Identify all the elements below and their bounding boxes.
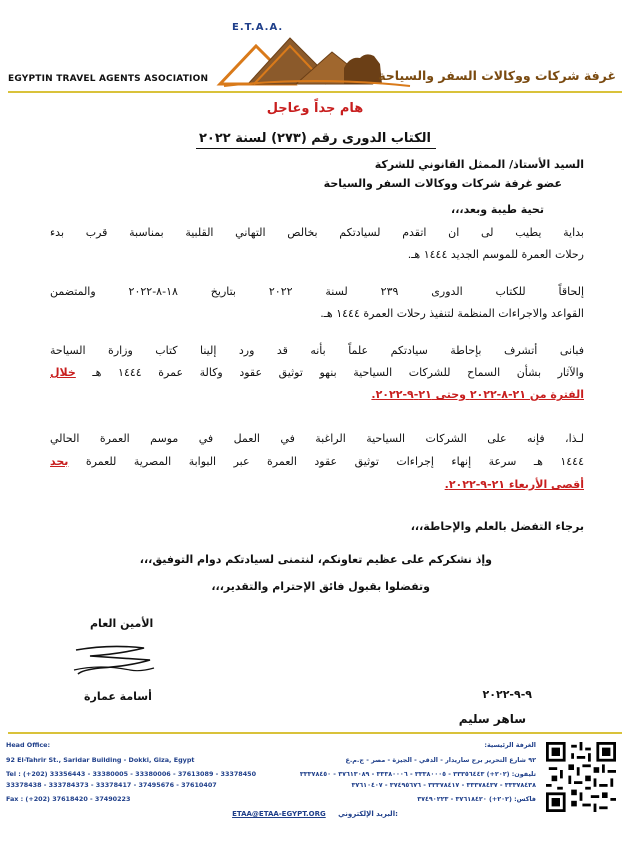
paragraph-3-line-2-text: والآثار بشأن السماح للشركات السياحية بنهو توثيق عقود وكالة عمرة ١٤٤٤ هـ — [92, 366, 584, 379]
header-divider — [8, 91, 622, 93]
signature-title: الأمين العام — [90, 617, 154, 630]
paragraph-1-line-2: رحلات العمرة للموسم الجديد ١٤٤٤ هـ. — [407, 248, 584, 261]
email-address[interactable]: ETAA@ETAA-EGYPT.ORG — [232, 810, 326, 818]
fax-english: Fax : (+202) 37618420 - 37490223 — [6, 795, 131, 803]
paragraph-3-highlight-within: خلال — [50, 366, 76, 379]
letter-date: ٩-٩-٢٠٢٢ — [482, 688, 532, 701]
handwritten-signature-icon — [70, 640, 160, 682]
telephone-english-2: 33378438 - 333784373 - 33378417 - 37495676 - 37610407 — [6, 781, 217, 789]
paragraph-3-line-1: فبانى أتشرف بإحاطة سيادتكم علماً بأنه قد ورد إلينا كتاب وزارة السياحة — [50, 344, 584, 357]
paragraph-4-deadline-highlight: أقصى الأربعاء ٢١-٩-٢٠٢٢. — [444, 478, 584, 491]
paragraph-1-line-1: بداية يطيب لى ان اتقدم لسيادتكم بخالص التهاني القلبية بمناسبة قرب بدء — [50, 226, 584, 239]
title-underline — [196, 148, 436, 149]
head-office-arabic-label: الغرفة الرئيسية: — [484, 741, 536, 749]
paragraph-3-line-2 — [50, 366, 584, 379]
association-english-name: EGYPTIN TRAVEL AGENTS ASOCIATION — [8, 74, 209, 84]
closing-line: وتفضلوا بقبول فائق الإحترام والتقدير،،، — [211, 580, 430, 593]
paragraph-2-line-1: إلحاقاً للكتاب الدورى ٢٣٩ لسنة ٢٠٢٢ بتاريخ ١٨-٨-٢٠٢٢ والمتضمن — [50, 285, 584, 298]
footer-divider — [8, 732, 622, 734]
greeting: تحية طيبة وبعد،،، — [451, 203, 544, 216]
paragraph-4-line-1: لـذا، فإنه على الشركات السياحية الراغبة في العمل في موسم العمرة الحالي — [50, 432, 584, 445]
email-label-arabic: البريد الإلكتروني: — [338, 810, 398, 818]
fax-arabic: فاكس: (٢٠٢+) ٣٧٦١٨٤٢٠ - ٣٧٤٩٠٢٢٣ — [417, 795, 536, 803]
address-arabic: ٩٢ شارع التحرير برج ساريدار - الدقي - الجيزة - مصر - ج.م.ع — [345, 756, 536, 764]
recipient-line-1: السيد الأستاذ/ الممثل القانوني للشركة — [374, 158, 584, 171]
recipient-line-2: عضو غرفة شركات ووكالات السفر والسياحة — [323, 177, 562, 190]
clerk-name: ساهر سليم — [458, 712, 526, 726]
signature-name: أسامة عمارة — [84, 690, 152, 703]
head-office-label: Head Office: — [6, 741, 51, 749]
circular-title: الكتاب الدورى رقم (٢٧٣) لسنة ٢٠٢٢ — [198, 131, 432, 146]
paragraph-4-highlight-maximum: بحد — [50, 455, 69, 468]
paragraph-2-line-2: القواعد والاجراءات المنظمة لتنفيذ رحلات العمرة ١٤٤٤ هـ. — [320, 307, 584, 320]
address-english: 92 El-Tahrir St., Saridar Building - Dokki, Giza, Egypt — [6, 756, 195, 764]
logo-abbreviation: E.T.A.A. — [232, 22, 284, 33]
paragraph-4-line-2-text: ١٤٤٤ هـ سرعة إنهاء إجراءات توثيق عقود العمرة عبر البوابة المصرية للعمرة — [85, 455, 584, 468]
qr-code-icon — [546, 742, 616, 812]
telephone-arabic: تليفون: (٢٠٢+) ٣٣٣٥٦٤٤٣ - ٣٣٣٨٠٠٠٥ - ٣٣٣٨٠٠٠٦ - ٣٧٦١٣٠٨٩ - ٣٣٣٧٨٤٥٠ — [299, 770, 536, 778]
telephone-english: Tel : (+202) 33356443 - 33380005 - 33380006 - 37613089 - 33378450 — [6, 770, 257, 778]
urgent-label: هام جداً وعاجل — [266, 101, 364, 116]
telephone-arabic-2: ٣٣٣٧٨٤٣٨ - ٣٣٣٧٨٤٣٧ - ٣٣٣٧٨٤١٧ - ٣٧٤٩٥٦٧٦ - ٣٧٦١٠٤٠٧ — [351, 781, 536, 789]
paragraph-3-period-highlight: الفترة من ٢١-٨-٢٠٢٢ وحتى ٢١-٩-٢٠٢٢. — [371, 388, 584, 401]
association-arabic-name: غرفة شركات ووكالات السفر والسياحة — [378, 68, 616, 83]
email-row — [0, 810, 630, 818]
thanks-line: وإذ نشكركم على عظيم تعاونكم، لنتمنى لسيادتكم دوام التوفيق،،، — [139, 553, 492, 566]
paragraph-4-line-2 — [50, 455, 584, 468]
request-line: برجاء التفضل بالعلم والإحاطة،،، — [410, 520, 584, 533]
